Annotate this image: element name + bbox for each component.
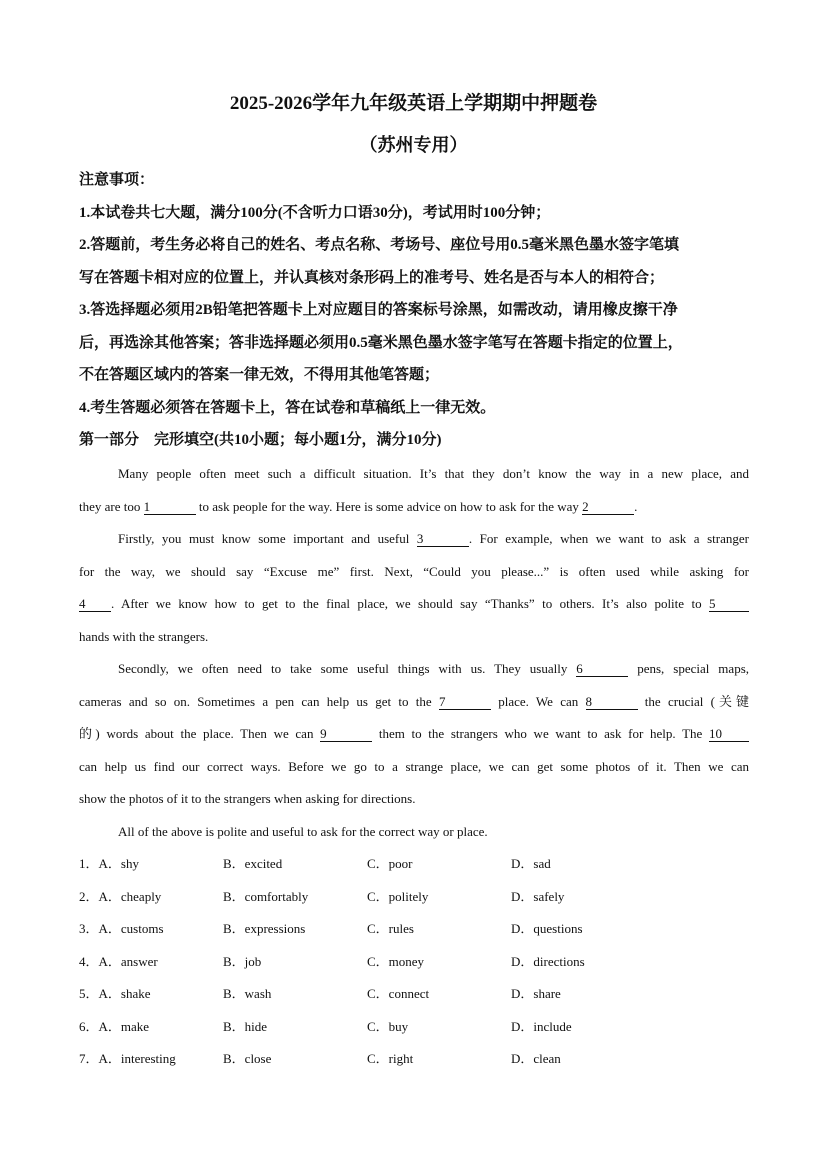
option-4-D: D．directions [511, 953, 585, 969]
passage-text: hands with the strangers. [79, 628, 209, 644]
blank-4: 4 [79, 597, 111, 612]
passage-text: place. We can [490, 693, 586, 709]
instruction-line: 4.考生答题必须答在答题卡上，答在试卷和草稿纸上一律无效。 [79, 399, 496, 416]
option-1-A: 1．A．shy [79, 856, 139, 871]
option-3-D: D．questions [511, 921, 583, 936]
instruction-line: 2.答题前，考生务必将自己的姓名、考点名称、考场号、座位号用0.5毫米黑色墨水签字笔填 [79, 237, 680, 253]
instruction-line: 1.本试卷共七大题，满分100分(不含听力口语30分)，考试用时100分钟； [79, 204, 551, 221]
option-2-A: 2．A．cheaply [79, 888, 162, 904]
option-7-B: B．close [223, 1051, 272, 1066]
option-1-D: D．sad [511, 856, 551, 871]
exam-title: 2025-2026学年九年级英语上学期期中押题卷 [229, 93, 598, 114]
blank-3: 3 [417, 532, 469, 547]
passage-line [118, 465, 749, 483]
passage-line [118, 823, 749, 841]
option-5-D: D．share [511, 986, 561, 1001]
passage-line [79, 725, 749, 743]
exam-subtitle: （苏州专用） [359, 135, 468, 155]
option-7-D: D．clean [511, 1051, 561, 1066]
instruction-line: 后，再选涂其他答案；答非选择题必须用0.5毫米黑色墨水签字笔写在答题卡指定的位置上， [79, 334, 683, 351]
passage-text: Many people often meet such a difficult situation. It’s that they don’t know the way in a new place, and [118, 466, 749, 481]
passage-line [79, 628, 749, 646]
blank-8: 8 [586, 695, 638, 710]
option-2-B: B．comfortably [223, 888, 309, 904]
passage-text: All of the above is polite and useful to ask for the correct way or place. [118, 823, 488, 839]
instruction-line: 写在答题卡相对应的位置上，并认真核对条形码上的准考号、姓名是否与本人的相符合； [79, 269, 665, 286]
blank-1: 1 [144, 500, 196, 515]
blank-9: 9 [320, 727, 372, 742]
option-3-B: B．expressions [223, 921, 306, 936]
passage-line [79, 498, 749, 516]
passage-text: for the way, we should say “Excuse me” first. Next, “Could you please...” is often used while asking for [79, 563, 749, 579]
passage-line [118, 660, 749, 678]
passage-text: show the photos of it to the strangers when asking for directions. [79, 791, 416, 806]
option-5-A: 5．A．shake [79, 986, 151, 1001]
option-4-B: B．job [223, 953, 262, 969]
passage-text: the crucial (关键 [637, 693, 749, 709]
passage-text: 的) words about the place. Then we can [79, 726, 321, 741]
option-7-C: C．right [367, 1051, 414, 1066]
instruction-line: 注意事项： [79, 172, 155, 188]
blank-7: 7 [439, 695, 491, 710]
option-5-B: B．wash [223, 986, 272, 1001]
blank-10: 10 [709, 727, 749, 742]
blank-5: 5 [709, 597, 749, 612]
passage-line [118, 530, 749, 548]
option-1-C: C．poor [367, 856, 413, 871]
passage-line [79, 595, 749, 613]
section-heading: 第一部分 完形填空(共10小题；每小题1分，满分10分) [79, 432, 442, 448]
option-3-C: C．rules [367, 921, 414, 936]
blank-2: 2 [582, 500, 634, 515]
passage-text: can help us find our correct ways. Before we go to a strange place, we can get some photos of it. Then we can [79, 758, 749, 774]
option-2-C: C．politely [367, 888, 429, 904]
option-4-A: 4．A．answer [79, 953, 158, 969]
passage-text: . After we know how to get to the final place, we should say “Thanks” to others. It’s also polite to [111, 596, 709, 611]
option-6-A: 6．A．make [79, 1018, 150, 1034]
blank-6: 6 [576, 662, 628, 677]
passage-line [79, 758, 749, 776]
option-1-B: B．excited [223, 856, 283, 871]
passage-text: they are too [79, 498, 144, 514]
passage-text: Secondly, we often need to take some useful things with us. They usually [118, 661, 577, 676]
passage-text: cameras and so on. Sometimes a pen can help us get to the [79, 693, 439, 709]
passage-text: . [634, 498, 638, 514]
option-4-C: C．money [367, 953, 425, 969]
option-6-B: B．hide [223, 1018, 268, 1034]
option-2-D: D．safely [511, 888, 565, 904]
passage-text: pens, special maps, [628, 661, 749, 676]
option-3-A: 3．A．customs [79, 921, 164, 936]
passage-text: . For example, when we want to ask a stranger [468, 531, 749, 546]
passage-line [79, 790, 749, 808]
passage-line [79, 693, 749, 711]
instruction-line: 不在答题区域内的答案一律无效，不得用其他笔答题； [79, 367, 440, 383]
option-6-D: D．include [511, 1018, 572, 1034]
option-5-C: C．connect [367, 986, 430, 1001]
option-7-A: 7．A．interesting [79, 1051, 176, 1066]
passage-text: Firstly, you must know some important and useful [118, 531, 417, 546]
passage-text: them to the strangers who we want to ask for help. The [372, 726, 709, 741]
passage-line [79, 563, 749, 581]
instruction-line: 3.答选择题必须用2B铅笔把答题卡上对应题目的答案标号涂黑，如需改动，请用橡皮擦干净 [79, 302, 678, 318]
passage-text: to ask people for the way. Here is some advice on how to ask for the way [195, 498, 583, 514]
option-6-C: C．buy [367, 1018, 409, 1034]
